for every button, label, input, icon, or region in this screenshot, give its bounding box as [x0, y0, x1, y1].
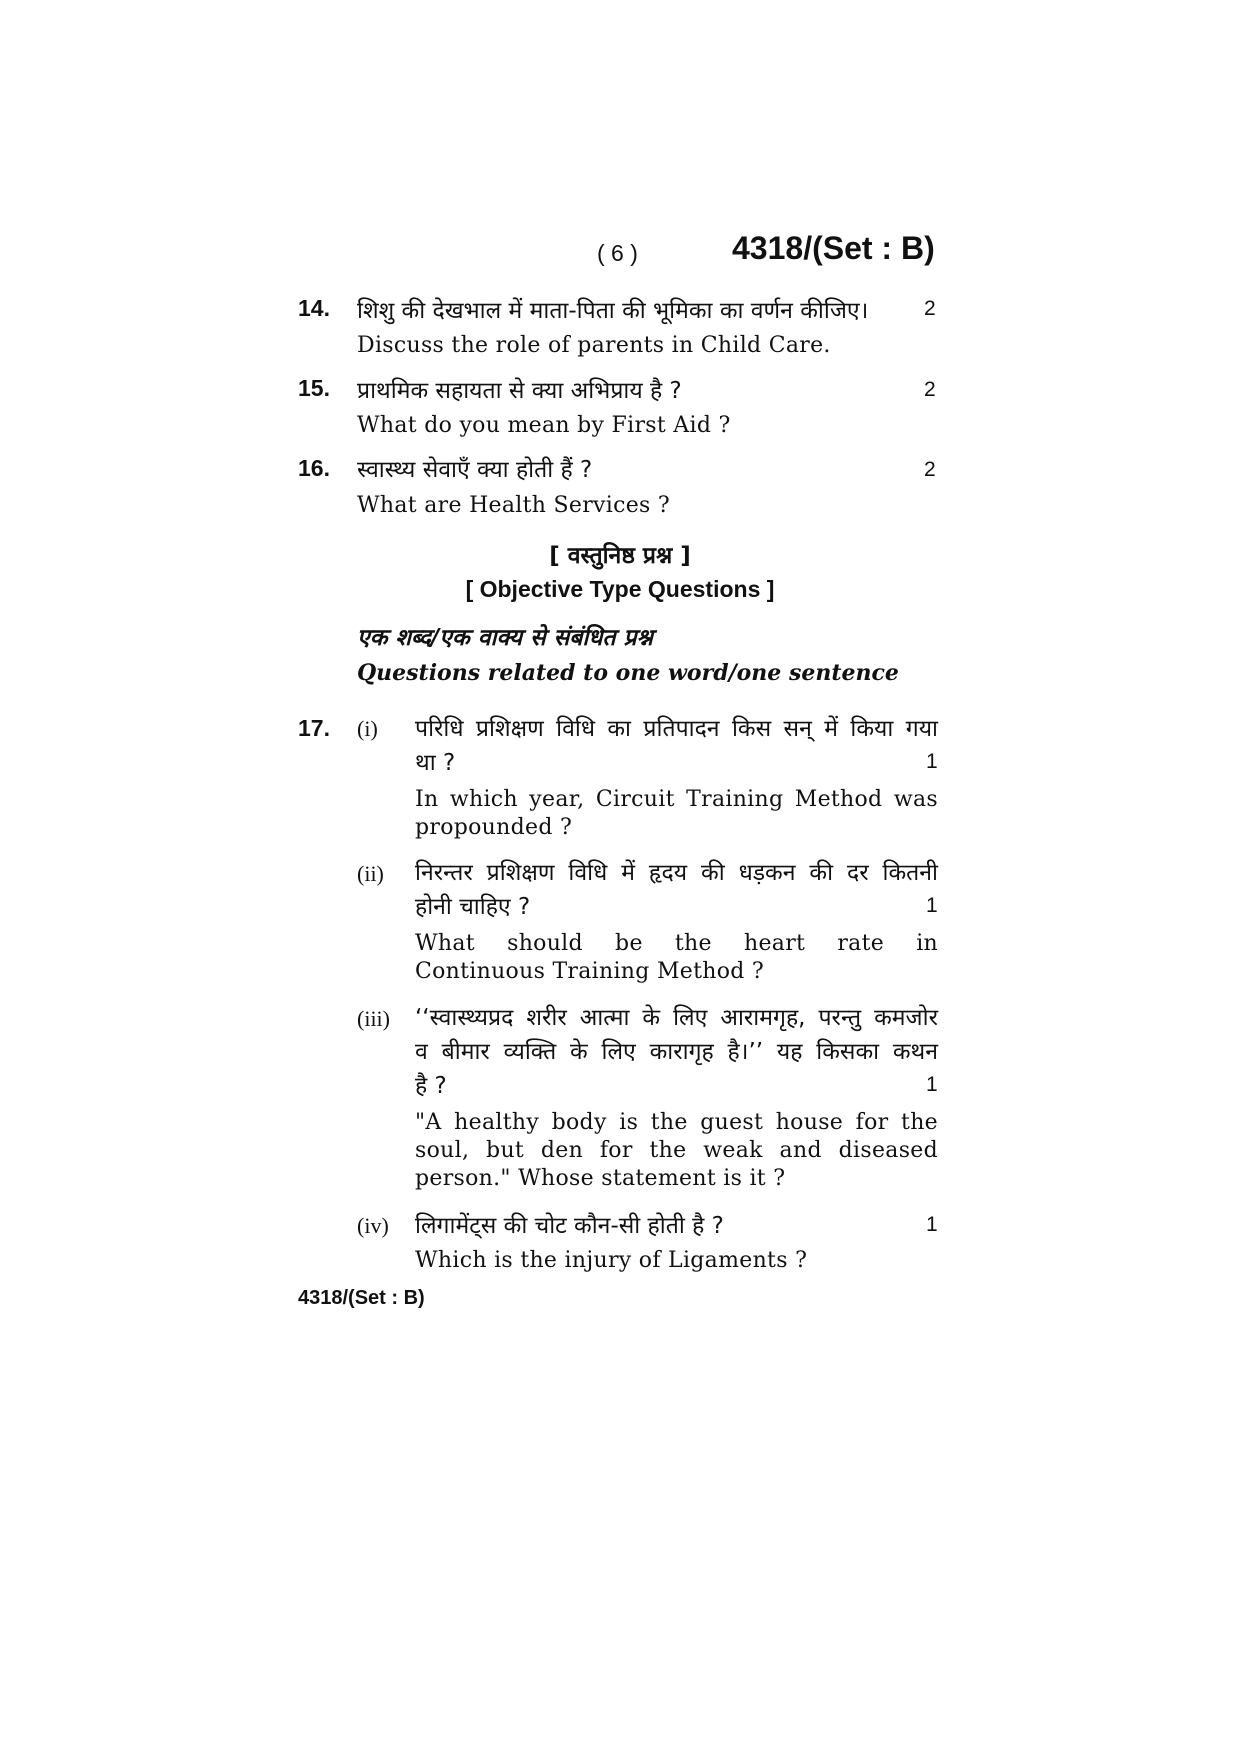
question-text-hindi: प्राथमिक सहायता से क्या अभिप्राय है ?: [357, 378, 682, 404]
question-marks: 2: [924, 297, 936, 320]
question-marks: 1: [926, 750, 938, 773]
sub-question-english: person." Whose statement is it ?: [415, 1166, 786, 1191]
question-marks: 1: [926, 894, 938, 917]
question-text-english: What are Health Services ?: [357, 493, 671, 518]
question-marks: 2: [924, 458, 936, 481]
section-subheading-hindi: एक शब्द/एक वाक्य से संबंधित प्रश्न: [357, 625, 653, 651]
sub-question-label: (iii): [357, 1006, 390, 1031]
sub-question-hindi: है ?: [415, 1073, 447, 1099]
question-text-english: Discuss the role of parents in Child Care.: [357, 333, 831, 358]
sub-question-english: In which year, Circuit Training Method was: [415, 787, 938, 812]
sub-question-english: soul, but den for the weak and diseased: [415, 1138, 938, 1163]
sub-question-label: (ii): [357, 861, 384, 886]
question-text-hindi: शिशु की देखभाल में माता-पिता की भूमिका का वर्णन कीजिए।: [357, 298, 869, 324]
question-number: 14.: [298, 295, 330, 321]
sub-question-hindi: ‘‘स्वास्थ्यप्रद शरीर आत्मा के लिए आरामगृह, परन्तु कमजोर: [415, 1005, 938, 1031]
paper-code-header: 4318/(Set : B): [732, 230, 935, 266]
question-marks: 2: [924, 378, 936, 401]
page-number: ( 6 ): [597, 240, 638, 266]
section-subheading-english: Questions related to one word/one sentence: [357, 660, 899, 686]
sub-question-label: (iv): [357, 1213, 389, 1238]
question-marks: 1: [926, 1213, 938, 1236]
sub-question-english: What should be the heart rate in: [415, 931, 938, 956]
sub-question-hindi: होनी चाहिए ?: [415, 894, 531, 920]
sub-question-english: Which is the injury of Ligaments ?: [415, 1248, 808, 1273]
question-text-hindi: स्वास्थ्य सेवाएँ क्या होती हैं ?: [357, 457, 593, 483]
section-heading-hindi: [ वस्तुनिष्ठ प्रश्न ]: [549, 543, 691, 569]
section-heading-english: [ Objective Type Questions ]: [465, 576, 775, 602]
question-text-english: What do you mean by First Aid ?: [357, 413, 731, 438]
question-marks: 1: [926, 1073, 938, 1096]
question-number: 16.: [298, 455, 330, 481]
sub-question-label: (i): [357, 716, 378, 741]
sub-question-english: "A healthy body is the guest house for the: [415, 1110, 938, 1135]
sub-question-hindi: लिगामेंट्स की चोट कौन-सी होती है ?: [415, 1213, 724, 1239]
sub-question-hindi: निरन्तर प्रशिक्षण विधि में हृदय की धड़कन की दर कितनी: [415, 860, 938, 886]
question-number: 17.: [298, 715, 330, 741]
sub-question-english: propounded ?: [415, 815, 573, 840]
sub-question-hindi: था ?: [415, 750, 456, 776]
sub-question-hindi: परिधि प्रशिक्षण विधि का प्रतिपादन किस सन् में किया गया: [415, 716, 938, 742]
paper-code-footer: 4318/(Set : B): [298, 1287, 425, 1309]
sub-question-english: Continuous Training Method ?: [415, 959, 765, 984]
sub-question-hindi: व बीमार व्यक्ति के लिए कारागृह है।’’ यह किसका कथन: [415, 1039, 938, 1065]
question-number: 15.: [298, 375, 330, 401]
